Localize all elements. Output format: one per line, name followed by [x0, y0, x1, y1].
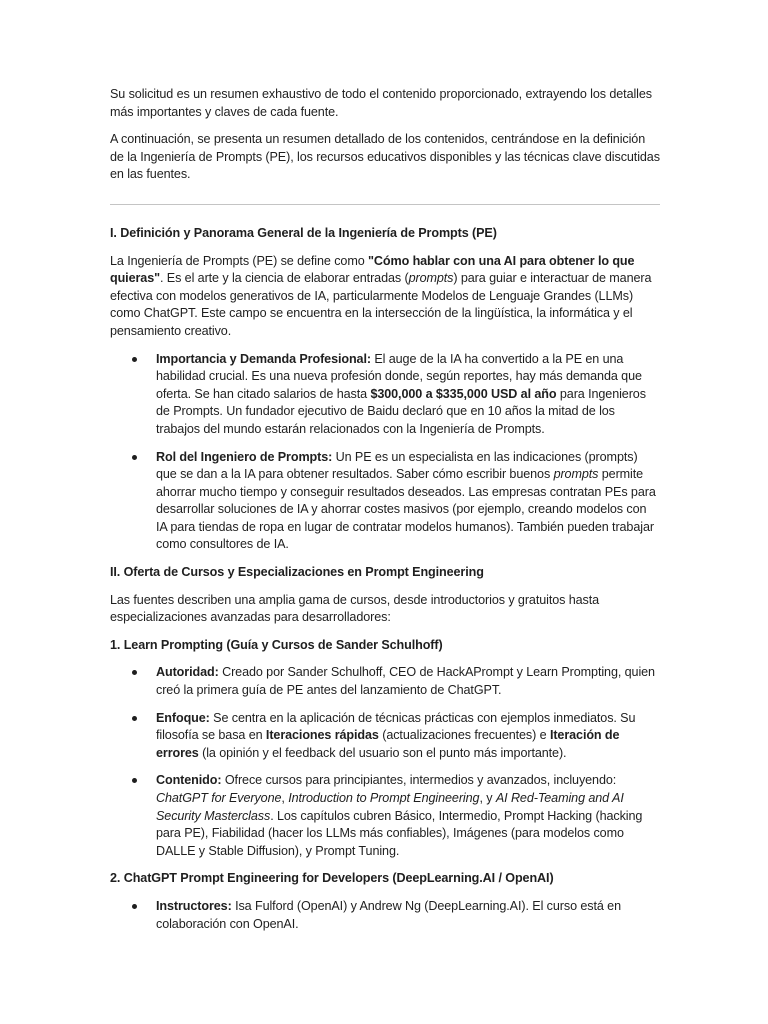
- subsection-2-list: [110, 898, 660, 933]
- bullet-icon: [132, 670, 137, 675]
- text-run: . Los capítulos cubren Básico, Intermedio, Prompt Hacking (hacking para PE), Fiabilidad (hacer los LLMs más confiables), Imágenes (para modelos como DALLE y Stable Diffusion), y Prompt Tuning.: [156, 808, 643, 858]
- salary-highlight: $300,000 a $335,000 USD al año: [370, 386, 557, 401]
- section-2-heading: II. Oferta de Cursos y Especializaciones en Prompt Engineering: [110, 565, 484, 580]
- text-run: La Ingeniería de Prompts (PE) se define como: [110, 253, 369, 268]
- bold-quote: "Cómo hablar con una AI para obtener lo que quieras": [110, 253, 635, 286]
- text-run: ,: [281, 791, 289, 805]
- text-run: (actualizaciones frecuentes) e: [378, 728, 550, 743]
- course-title: Introduction to Prompt Engineering: [288, 791, 480, 805]
- list-item-enfoque: [110, 710, 660, 763]
- text-run: . Es el arte y la ciencia de elaborar entradas (: [159, 271, 409, 286]
- item-label: Importancia y Demanda Profesional:: [156, 351, 371, 366]
- text-run: Ofrece cursos para principiantes, intermedios y avanzados, incluyendo:: [221, 773, 617, 788]
- intro-paragraph-1: Su solicitud es un resumen exhaustivo de todo el contenido proporcionado, extrayendo los detalles más importantes y claves de cada fuente.: [110, 87, 652, 119]
- section-divider: [110, 204, 660, 205]
- text-run: Isa Fulford (OpenAI) y Andrew Ng (DeepLearning.AI). El curso está en colaboración con OpenAI.: [156, 898, 621, 931]
- item-label: Enfoque:: [156, 710, 210, 725]
- course-title: AI Red-Teaming and AI Security Masterclass: [156, 791, 624, 823]
- list-item-importancia: [110, 351, 660, 439]
- bullet-icon: [132, 778, 137, 783]
- item-label: Contenido:: [156, 773, 222, 788]
- text-run: para Ingenieros de Prompts. Un fundador ejecutivo de Baidu declaró que en 10 años la mitad de los trabajos del mundo estarán relacionados con la Ingeniería de Prompts.: [156, 386, 646, 436]
- bold-term: Iteraciones rápidas: [265, 728, 379, 743]
- section-2-intro: Las fuentes describen una amplia gama de cursos, desde introductorios y gratuitos hasta especializaciones avanzadas para desarrolladores:: [110, 592, 600, 625]
- text-run: Se centra en la aplicación de técnicas prácticas con ejemplos inmediatos. Su filosofía se basa en: [156, 710, 636, 743]
- item-label: Autoridad:: [156, 665, 219, 680]
- text-run: (la opinión y el feedback del usuario son el punto más importante).: [198, 745, 567, 760]
- bullet-icon: [132, 904, 137, 909]
- intro-paragraph-2: A continuación, se presenta un resumen detallado de los contenidos, centrándose en la definición de la Ingeniería de Prompts (PE), los recursos educativos disponibles y las técnicas clave discutidas en las fuentes.: [110, 132, 660, 182]
- list-item-rol: [110, 449, 660, 555]
- subsection-1-list: [110, 664, 660, 860]
- bullet-icon: [132, 357, 137, 362]
- list-item-instructores: [110, 898, 660, 933]
- text-run: ) para guiar e interactuar de manera efectiva con modelos generativos de IA, particularmente Modelos de Lenguaje Grandes (LLMs) como ChatGPT. Este campo se encuentra en la intersección de la lingüística, la informática y el pensamiento creativo.: [110, 271, 652, 338]
- bullet-icon: [132, 716, 137, 721]
- document-body: [110, 86, 660, 943]
- bold-term: Iteración de errores: [156, 728, 620, 760]
- course-title: ChatGPT for Everyone: [156, 791, 282, 805]
- section-1-heading: I. Definición y Panorama General de la Ingeniería de Prompts (PE): [110, 225, 497, 240]
- section-1-list: [110, 351, 660, 555]
- subsection-2-heading: 2. ChatGPT Prompt Engineering for Developers (DeepLearning.AI / OpenAI): [110, 871, 554, 886]
- bullet-icon: [132, 455, 137, 460]
- text-run: permite ahorrar mucho tiempo y conseguir resultados deseados. Las empresas contratan PEs para desarrollar soluciones de IA y ahorrar costes masivos (por ejemplo, creando modelos con IA para tiendas de ropa en lugar de contratar modelos humanos). También pueden trabajar como consultores de IA.: [156, 467, 656, 552]
- subsection-1-heading: 1. Learn Prompting (Guía y Cursos de Sander Schulhoff): [110, 637, 443, 652]
- text-run: Un PE es un especialista en las indicaciones (prompts) que se dan a la IA para obtener resultados. Saber cómo escribir buenos: [156, 449, 638, 482]
- text-run: , y: [479, 791, 496, 805]
- item-label: Rol del Ingeniero de Prompts:: [156, 449, 333, 464]
- text-run: Creado por Sander Schulhoff, CEO de HackAPrompt y Learn Prompting, quien creó la primera guía de PE antes del lanzamiento de ChatGPT.: [156, 665, 655, 698]
- item-label: Instructores:: [156, 898, 232, 913]
- italic-term: prompts: [408, 271, 454, 286]
- italic-term: prompts: [553, 467, 599, 482]
- text-run: El auge de la IA ha convertido a la PE en una habilidad crucial. Es una nueva profesión donde, según reportes, hay más demanda que oferta. Se han citado salarios de hasta: [156, 351, 642, 401]
- list-item-contenido: [110, 772, 660, 860]
- list-item-autoridad: [110, 664, 660, 699]
- section-1-paragraph: [110, 253, 660, 341]
